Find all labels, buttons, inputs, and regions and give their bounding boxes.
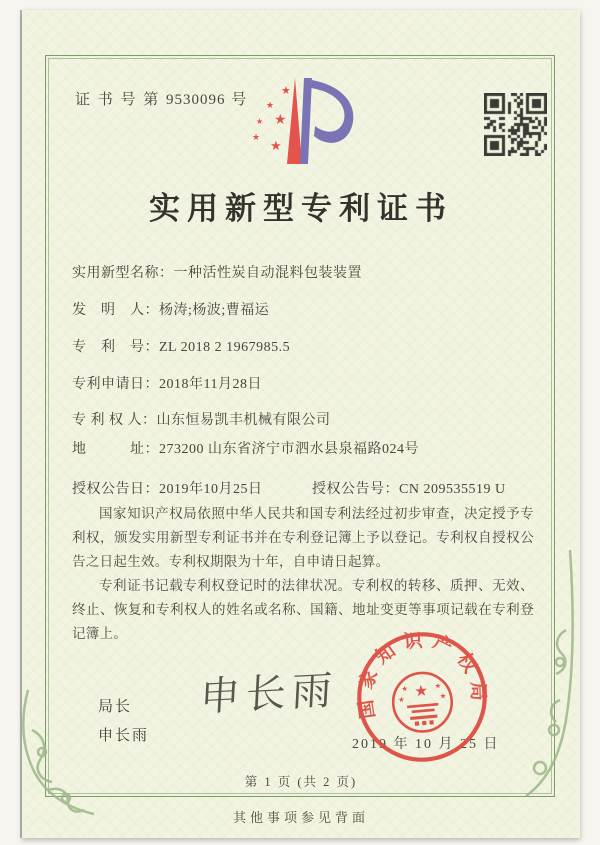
seal-agency-text: 国家知识产权局 (354, 629, 489, 721)
field-patent-number (72, 336, 290, 356)
field-label: 授权公告日： (72, 482, 159, 497)
field-value: ZL 2018 2 1967985.5 (159, 340, 291, 355)
field-label: 专利申请日： (72, 377, 159, 392)
field-utility-model-name (72, 262, 362, 282)
field-grant-announcement (72, 478, 542, 498)
field-filing-date (72, 373, 262, 393)
field-label: 专 利 号： (72, 340, 159, 355)
logo-star-icon: ★ (266, 101, 275, 111)
field-value: 杨涛;杨波;曹福运 (159, 303, 270, 318)
field-label: 授权公告号： (312, 482, 399, 497)
field-value: CN 209535519 U (399, 482, 506, 497)
svg-text:★: ★ (400, 683, 409, 694)
cnipa-logo-icon (248, 72, 358, 172)
field-value: 山东恒易凯丰机械有限公司 (156, 413, 331, 428)
legal-paragraph-1: 国家知识产权局依照中华人民共和国专利法经过初步审查，决定授予专利权，颁发实用新型专利证书并在专利登记簿上予以登记。专利权自授权公告之日起生效。专利权期限为十年，自申请日起算。 (72, 506, 534, 569)
certificate-number-suffix: 号 (231, 92, 249, 108)
director-name: 申长雨 (98, 728, 150, 744)
field-label: 实用新型名称： (72, 266, 174, 281)
logo-p-stem (300, 78, 312, 164)
logo-star-icon: ★ (270, 139, 282, 154)
field-value: 2019年10月25日 (159, 482, 263, 497)
field-grant-number (312, 478, 506, 498)
director-title: 局长 (98, 699, 133, 715)
field-label: 地 址： (72, 442, 159, 457)
field-address (72, 438, 419, 458)
qr-code (484, 93, 547, 156)
director-signature: 申长雨 (198, 667, 339, 720)
page-number: 第 1 页 (共 2 页) (244, 775, 358, 789)
certificate-sheet (22, 10, 580, 838)
qr-code-canvas (484, 93, 547, 156)
logo-p-bowl (311, 80, 353, 143)
logo-star-icon: ★ (252, 133, 261, 143)
field-label: 专 利 权 人： (72, 413, 157, 428)
field-label: 发 明 人： (72, 303, 159, 318)
seal-date: 2019 年 10 月 25 日 (352, 737, 500, 752)
seal-national-emblem-icon (391, 671, 454, 734)
certificate-number-label: 证 书 号 第 (75, 92, 161, 108)
back-side-note: 其他事项参见背面 (232, 810, 369, 825)
official-seal (346, 621, 498, 773)
svg-text:★: ★ (434, 680, 442, 691)
field-value: 一种活性炭自动混料包装装置 (173, 266, 362, 281)
field-patentee (72, 409, 331, 429)
logo-star-icon: ★ (256, 117, 264, 126)
certificate-number-value: 9530096 (166, 92, 226, 108)
logo-star-icon: ★ (281, 84, 291, 97)
certificate-title: 实用新型专利证书 (149, 191, 453, 226)
certificate-number-line (75, 88, 248, 109)
field-value: 273200 山东省济宁市泗水县泉福路024号 (159, 442, 419, 457)
svg-text:★: ★ (413, 680, 429, 701)
legal-paragraph-2: 专利证书记载专利权登记时的法律状况。专利权的转移、质押、无效、终止、恢复和专利权人的姓名或名称、国籍、地址变更等事项记载在专利登记簿上。 (72, 578, 534, 641)
logo-star-icon: ★ (274, 112, 287, 128)
field-value: 2018年11月28日 (159, 377, 262, 392)
field-inventors (72, 299, 269, 319)
director-block (98, 693, 149, 751)
svg-text:★: ★ (397, 694, 406, 705)
svg-text:★: ★ (439, 691, 447, 701)
